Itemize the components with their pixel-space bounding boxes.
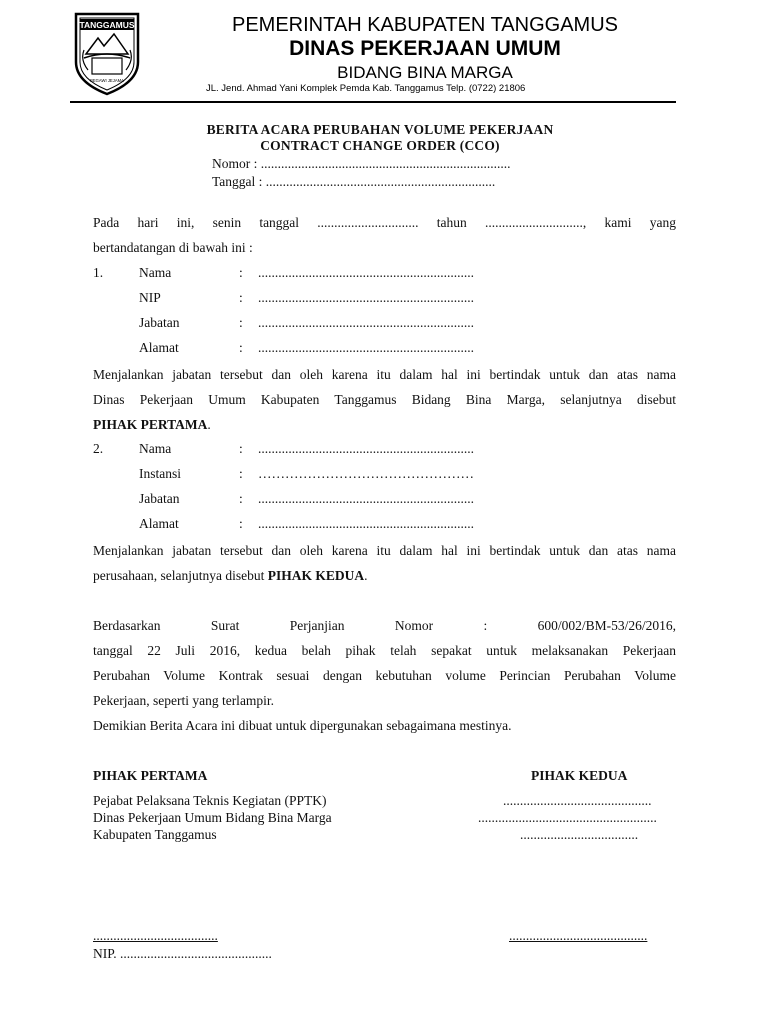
party1-nip-value: ................................................................ xyxy=(258,290,474,305)
party2-position-label: Jabatan xyxy=(139,491,180,506)
party1-position-label: Jabatan xyxy=(139,315,180,330)
party1-name-label: Nama xyxy=(139,265,172,280)
office-address: JL. Jend. Ahmad Yani Komplek Pemda Kab. Tanggamus Telp. (0722) 21806 xyxy=(206,83,526,94)
party1-designation-bold: PIHAK PERTAMA xyxy=(93,417,208,432)
party1-address-value: ................................................................ xyxy=(258,340,474,355)
party2-agency-value: ………………………………………… xyxy=(258,466,474,481)
division-name: BIDANG BINA MARGA xyxy=(337,63,513,82)
agreement-line-2: tanggal 22 Juli 2016, kedua belah pihak telah sepakat untuk melaksanakan Pekerjaan xyxy=(93,643,676,658)
letterhead-divider xyxy=(70,101,676,103)
party2-position-value: ................................................................ xyxy=(258,491,474,506)
tanggamus-logo xyxy=(70,10,144,98)
party1-address-colon: : xyxy=(239,340,243,355)
intro-line-2: bertandatangan di bawah ini : xyxy=(93,240,253,255)
party2-desc-text: perusahaan, selanjutnya disebut xyxy=(93,568,268,583)
party2-address-colon: : xyxy=(239,516,243,531)
party2-address-value: ................................................................ xyxy=(258,516,474,531)
government-name: PEMERINTAH KABUPATEN TANGGAMUS xyxy=(232,14,618,36)
document-date: Tanggal : .................................................................... xyxy=(212,174,496,189)
left-nip-line: NIP. ............................................. xyxy=(93,946,272,961)
party1-nip-colon: : xyxy=(239,290,243,305)
agreement-line-3: Perubahan Volume Kontrak sesuai dengan kebutuhan volume Perincian Perubahan Volume xyxy=(93,668,676,683)
left-signer-title-2: Dinas Pekerjaan Umum Bidang Bina Marga xyxy=(93,810,332,825)
party2-position-colon: : xyxy=(239,491,243,506)
party2-agency-colon: : xyxy=(239,466,243,481)
right-signer-title-2: ..................................................... xyxy=(478,810,657,825)
party1-position-colon: : xyxy=(239,315,243,330)
right-signer-title-3: ................................... xyxy=(520,827,639,842)
party2-number: 2. xyxy=(93,441,104,456)
party2-desc-line-1: Menjalankan jabatan tersebut dan oleh karena itu dalam hal ini bertindak untuk dan atas nama xyxy=(93,543,676,558)
left-signer-title-1: Pejabat Pelaksana Teknis Kegiatan (PPTK) xyxy=(93,793,327,808)
party1-desc-line-1: Menjalankan jabatan tersebut dan oleh karena itu dalam hal ini bertindak untuk dan atas nama xyxy=(93,367,676,382)
party1-number: 1. xyxy=(93,265,104,280)
party2-name-value: ................................................................ xyxy=(258,441,474,456)
right-signer-title-1: ............................................ xyxy=(503,793,652,808)
left-signer-title-3: Kabupaten Tanggamus xyxy=(93,827,217,842)
party1-nip-label: NIP xyxy=(139,290,161,305)
right-signature-line: ......................................... xyxy=(509,928,648,943)
logo-motto: BEGAWI JEJAMA xyxy=(90,78,124,83)
party2-designation-bold: PIHAK KEDUA xyxy=(267,568,365,583)
party1-address-label: Alamat xyxy=(139,340,179,355)
document-number: Nomor : .......................................................................... xyxy=(212,156,511,171)
party1-designation xyxy=(93,412,676,437)
party2-name-colon: : xyxy=(239,441,243,456)
party2-agency-label: Instansi xyxy=(139,466,181,481)
party1-designation-end: . xyxy=(207,417,211,432)
party1-name-value: ................................................................ xyxy=(258,265,474,280)
left-signature-line: ..................................... xyxy=(93,928,218,943)
party2-desc-line-2 xyxy=(93,563,676,588)
party1-desc-line-2: Dinas Pekerjaan Umum Kabupaten Tanggamus Bidang Bina Marga, selanjutnya disebut xyxy=(93,392,676,407)
logo-text: TANGGAMUS xyxy=(79,20,135,30)
document-title: BERITA ACARA PERUBAHAN VOLUME PEKERJAAN xyxy=(206,122,554,137)
agreement-line-1: Berdasarkan Surat Perjanjian Nomor : 600/002/BM-53/26/2016, xyxy=(93,618,676,633)
party2-name-label: Nama xyxy=(139,441,172,456)
intro-line-1: Pada hari ini, senin tanggal .............................. tahun ............................., kami yang xyxy=(93,215,676,230)
party1-name-colon: : xyxy=(239,265,243,280)
right-signature-heading: PIHAK KEDUA xyxy=(531,768,628,783)
agreement-line-4: Pekerjaan, seperti yang terlampir. xyxy=(93,693,275,708)
party1-position-value: ................................................................ xyxy=(258,315,474,330)
party2-designation-end: . xyxy=(364,568,368,583)
left-signature-heading: PIHAK PERTAMA xyxy=(93,768,208,783)
document-subtitle: CONTRACT CHANGE ORDER (CCO) xyxy=(260,138,500,153)
department-name: DINAS PEKERJAAN UMUM xyxy=(289,37,561,60)
party2-address-label: Alamat xyxy=(139,516,179,531)
closing-statement: Demikian Berita Acara ini dibuat untuk dipergunakan sebagaimana mestinya. xyxy=(93,718,512,733)
